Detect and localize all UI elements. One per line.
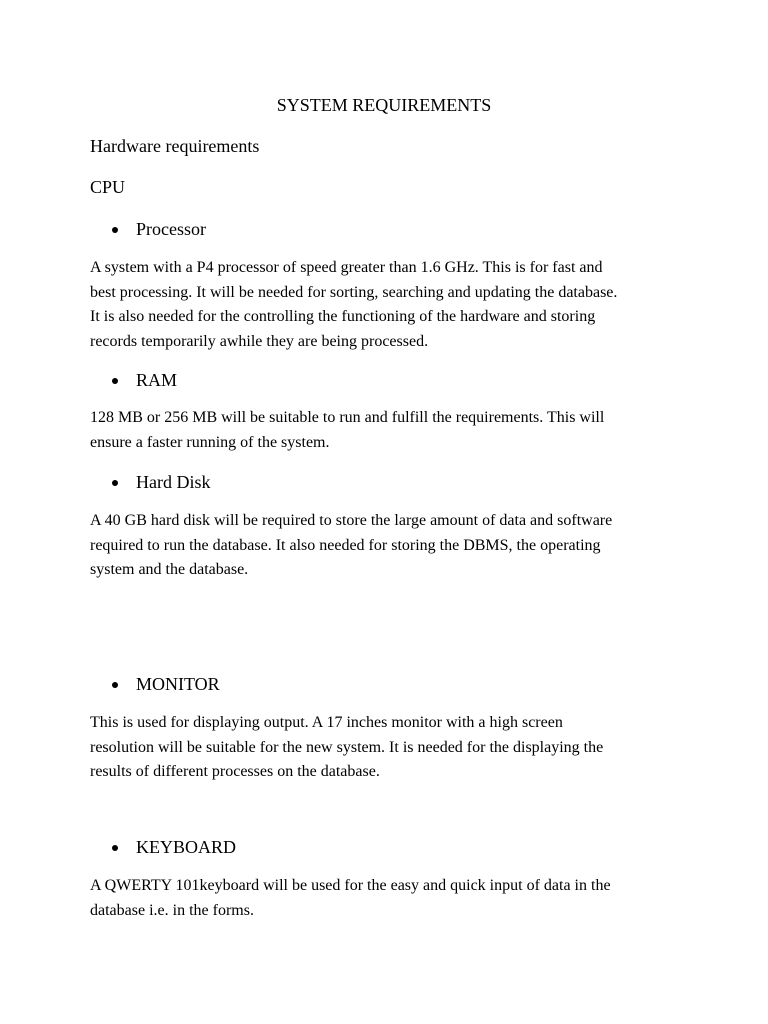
paragraph-line: A system with a P4 processor of speed greater than 1.6 GHz. This is for fast and	[90, 259, 603, 276]
bullet-label: MONITOR	[136, 674, 220, 694]
paragraph-line: required to run the database. It also needed for storing the DBMS, the operating	[90, 536, 601, 554]
paragraph-monitor	[90, 711, 690, 785]
paragraph-ram	[90, 406, 690, 455]
bullet-icon	[112, 378, 118, 384]
paragraph-line: resolution will be suitable for the new system. It is needed for the displaying the	[90, 738, 604, 756]
paragraph-keyboard	[90, 874, 690, 923]
bullet-label: KEYBOARD	[136, 837, 237, 857]
document-title: SYSTEM REQUIREMENTS	[276, 95, 492, 115]
paragraph-line: records temporarily awhile they are being processed.	[90, 332, 429, 350]
bullet-label: Processor	[136, 219, 206, 239]
paragraph-line: 128 MB or 256 MB will be suitable to run and fulfill the requirements. This will	[90, 409, 605, 426]
paragraph-line: A QWERTY 101keyboard will be used for the easy and quick input of data in the	[90, 877, 611, 894]
paragraph-line: best processing. It will be needed for sorting, searching and updating the database.	[90, 283, 618, 301]
paragraph-line: ensure a faster running of the system.	[90, 433, 330, 451]
bullet-icon	[112, 845, 118, 851]
paragraph-line: A 40 GB hard disk will be required to store the large amount of data and software	[90, 512, 613, 529]
bullet-icon	[112, 682, 118, 688]
paragraph-hard-disk	[90, 509, 690, 583]
paragraph-line: results of different processes on the database.	[90, 763, 380, 780]
bullet-icon	[112, 480, 118, 486]
bullet-label: Hard Disk	[136, 472, 211, 492]
paragraph-line: It is also needed for the controlling the functioning of the hardware and storing	[90, 308, 596, 325]
subheading-cpu: CPU	[90, 177, 126, 197]
paragraph-line: system and the database.	[90, 561, 249, 578]
bullet-icon	[112, 227, 118, 233]
paragraph-line: database i.e. in the forms.	[90, 901, 254, 919]
paragraph-processor	[90, 256, 690, 354]
bullet-label: RAM	[136, 370, 178, 390]
section-heading: Hardware requirements	[90, 136, 260, 156]
paragraph-line: This is used for displaying output. A 17 inches monitor with a high screen	[90, 714, 563, 731]
